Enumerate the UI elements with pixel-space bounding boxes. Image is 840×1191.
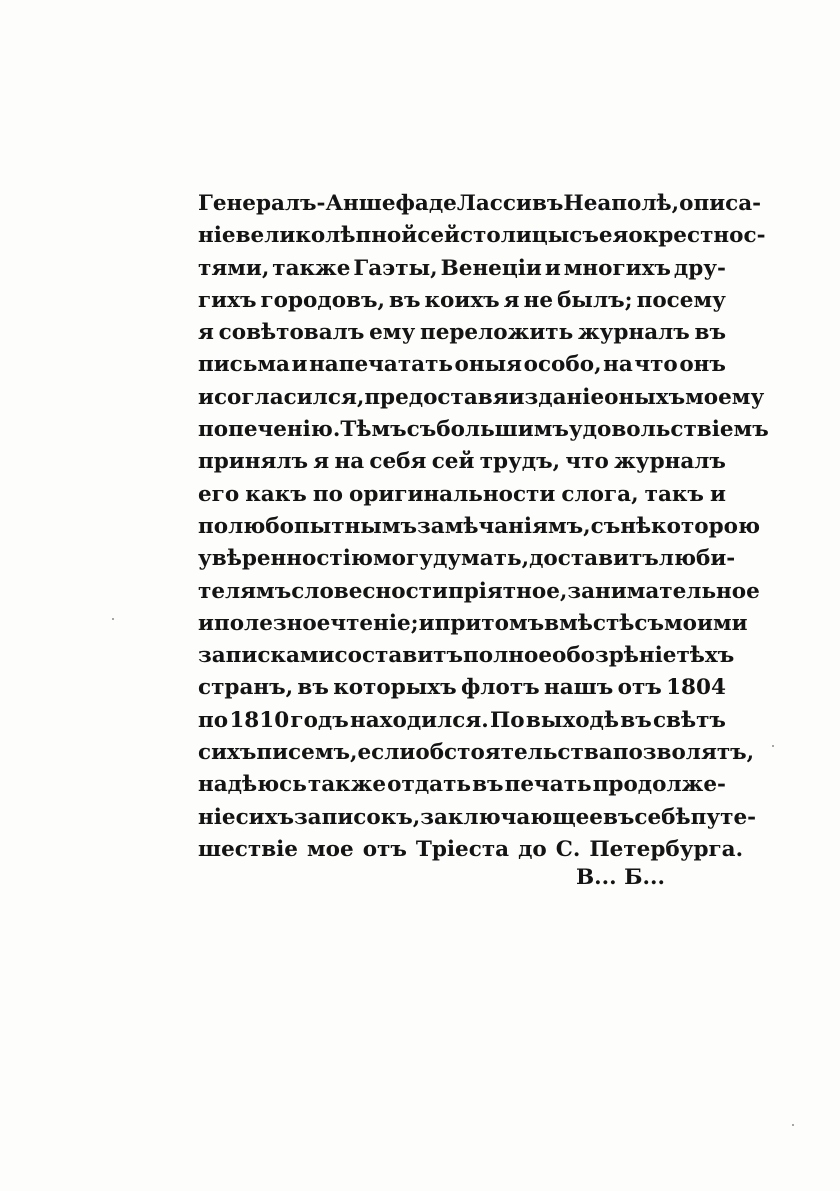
text-line-4 xyxy=(198,285,726,317)
word: составитъ xyxy=(334,643,463,669)
word: годъ xyxy=(290,707,349,733)
word: журналъ xyxy=(614,449,726,475)
word: также xyxy=(307,772,387,798)
text-line-1 xyxy=(198,188,762,220)
word: надѣюсь xyxy=(198,772,307,798)
word: себѣ xyxy=(634,804,691,830)
word: обстоятельства xyxy=(415,740,613,766)
word: и xyxy=(198,384,214,410)
word: письма xyxy=(198,352,290,378)
text-line-11 xyxy=(198,511,761,543)
word: и xyxy=(418,610,435,636)
text-line-6 xyxy=(198,349,726,381)
word: предоставя xyxy=(364,384,509,410)
word: съ xyxy=(590,513,621,539)
word: совѣтовалъ xyxy=(218,320,365,346)
word: городовъ, xyxy=(260,287,385,313)
word: Ласси xyxy=(456,191,532,216)
word: замѣчаніямъ, xyxy=(417,513,591,539)
word: на xyxy=(334,449,365,475)
word: чтеніе; xyxy=(330,610,419,636)
word: что xyxy=(565,449,609,475)
word: флотъ xyxy=(460,675,540,701)
word: доставитъ xyxy=(529,546,659,572)
word: съ xyxy=(634,610,664,636)
word: Тѣмъ xyxy=(340,417,407,443)
text-line-17 xyxy=(198,705,726,737)
text-line-3 xyxy=(198,253,726,285)
word: на xyxy=(603,352,633,378)
word: и xyxy=(710,481,726,507)
word: трудъ, xyxy=(479,449,561,475)
word: мое xyxy=(306,836,354,862)
scan-speck xyxy=(112,618,114,620)
word: По xyxy=(490,707,525,733)
word: продолже- xyxy=(592,772,726,798)
text-line-2 xyxy=(198,220,766,252)
word: большимъ xyxy=(436,417,569,443)
word: находился. xyxy=(350,707,489,733)
word: Тріеста xyxy=(415,836,510,862)
word: его xyxy=(198,481,240,507)
word: окрестнос- xyxy=(628,223,766,249)
word: обозрѣніе xyxy=(552,643,677,669)
word: слога, xyxy=(561,481,639,507)
word: Петербурга. xyxy=(589,836,744,862)
word: описа- xyxy=(679,191,762,216)
word: оныя xyxy=(454,352,523,378)
word: де xyxy=(428,191,457,216)
word: ніе xyxy=(198,804,236,830)
word: телямъ xyxy=(198,578,292,604)
word: и xyxy=(544,255,561,281)
word: согласился, xyxy=(213,384,365,410)
word: словесности xyxy=(291,578,448,604)
word: Венеціи xyxy=(440,255,542,281)
word: дру- xyxy=(673,255,726,281)
word: столицы xyxy=(459,223,570,249)
word: коихъ xyxy=(424,287,500,313)
word: если xyxy=(357,740,416,766)
word: странъ, xyxy=(198,675,294,701)
word: сей xyxy=(431,449,475,475)
word: тѣхъ xyxy=(676,643,735,669)
word: 1810 xyxy=(229,707,290,733)
word: съ xyxy=(569,223,599,249)
scan-speck xyxy=(772,745,774,747)
word: въ xyxy=(472,772,504,798)
word: моему xyxy=(685,384,765,410)
word: полезное xyxy=(213,610,331,636)
word: сихъ xyxy=(198,740,257,766)
word: записокъ, xyxy=(293,804,421,830)
word: могу xyxy=(372,546,433,572)
word: попеченію. xyxy=(198,417,341,443)
word: не xyxy=(523,287,554,313)
word: Гаэты, xyxy=(353,255,438,281)
word: тями, xyxy=(198,255,270,281)
word: переложить xyxy=(419,320,574,346)
word: отдать xyxy=(387,772,472,798)
signature: В... Б... xyxy=(576,865,665,890)
word: оныхъ xyxy=(604,384,686,410)
word: въ xyxy=(531,191,564,216)
word: отъ xyxy=(617,675,662,701)
word: занимательное xyxy=(567,578,760,604)
word: 1804 xyxy=(666,675,726,701)
word: по xyxy=(198,513,229,539)
word: напечатать xyxy=(309,352,453,378)
word: писемъ, xyxy=(256,740,358,766)
word: по xyxy=(198,707,229,733)
word: ея xyxy=(598,223,629,249)
word: что xyxy=(634,352,678,378)
word: люби- xyxy=(658,546,736,572)
word: оригинальности xyxy=(349,481,556,507)
word: нѣкоторою xyxy=(620,513,761,539)
word: увѣренностію xyxy=(198,546,373,572)
text-line-5 xyxy=(198,317,726,349)
body-text xyxy=(198,188,769,866)
word: изданіе xyxy=(508,384,605,410)
word: принялъ xyxy=(198,449,308,475)
word: ніе xyxy=(198,223,236,249)
word: притомъ xyxy=(434,610,545,636)
text-line-10 xyxy=(198,479,726,511)
word: съ xyxy=(406,417,437,443)
word: въ xyxy=(297,675,329,701)
text-line-20 xyxy=(198,802,757,834)
word: особо, xyxy=(523,352,602,378)
word: ему xyxy=(369,320,416,346)
word: нашъ xyxy=(544,675,614,701)
word: выходѣ xyxy=(525,707,620,733)
text-line-16 xyxy=(198,672,726,704)
word: и xyxy=(198,610,214,636)
word: я xyxy=(503,287,520,313)
text-line-15 xyxy=(198,640,735,672)
word: онъ xyxy=(679,352,726,378)
word: себя xyxy=(369,449,427,475)
text-line-18 xyxy=(198,737,755,769)
word: великолѣпной xyxy=(235,223,418,249)
word: печать xyxy=(504,772,592,798)
word: въ xyxy=(602,804,635,830)
word: позволятъ, xyxy=(612,740,755,766)
word: я xyxy=(313,449,330,475)
word: также xyxy=(272,255,351,281)
word: любопытнымъ xyxy=(228,513,418,539)
word: Генералъ-Аншефа xyxy=(198,191,429,216)
word: заключающее xyxy=(420,804,603,830)
word: въ xyxy=(620,707,652,733)
word: и xyxy=(291,352,308,378)
word: по xyxy=(312,481,343,507)
word: журналъ xyxy=(577,320,690,346)
word: шествіе xyxy=(198,836,298,862)
text-line-14 xyxy=(198,608,748,640)
word: путе- xyxy=(690,804,757,830)
word: пріятное, xyxy=(447,578,568,604)
word: какъ xyxy=(245,481,307,507)
word: думать, xyxy=(432,546,530,572)
word: сихъ xyxy=(235,804,294,830)
word: отъ xyxy=(362,836,407,862)
word: полное xyxy=(463,643,552,669)
word: свѣтъ xyxy=(652,707,726,733)
word: былъ; xyxy=(557,287,633,313)
text-line-8 xyxy=(198,414,769,446)
scan-speck xyxy=(792,1124,794,1126)
word: записками xyxy=(198,643,335,669)
word: которыхъ xyxy=(333,675,457,701)
word: Неаполѣ, xyxy=(563,191,680,216)
word: удовольствіемъ xyxy=(568,417,769,443)
text-line-13 xyxy=(198,576,760,608)
word: до xyxy=(518,836,547,862)
text-line-9 xyxy=(198,446,726,478)
word: я xyxy=(198,320,214,346)
word: сей xyxy=(417,223,460,249)
word: посему xyxy=(636,287,726,313)
word: въ xyxy=(389,287,421,313)
word: вмѣстѣ xyxy=(544,610,635,636)
text-line-19 xyxy=(198,769,726,801)
word: въ xyxy=(694,320,726,346)
word: гихъ xyxy=(198,287,257,313)
word: моими xyxy=(664,610,748,636)
text-line-12 xyxy=(198,543,736,575)
text-line-7 xyxy=(198,382,765,414)
word: многихъ xyxy=(563,255,671,281)
word: такъ xyxy=(644,481,704,507)
word: С. xyxy=(555,836,581,862)
